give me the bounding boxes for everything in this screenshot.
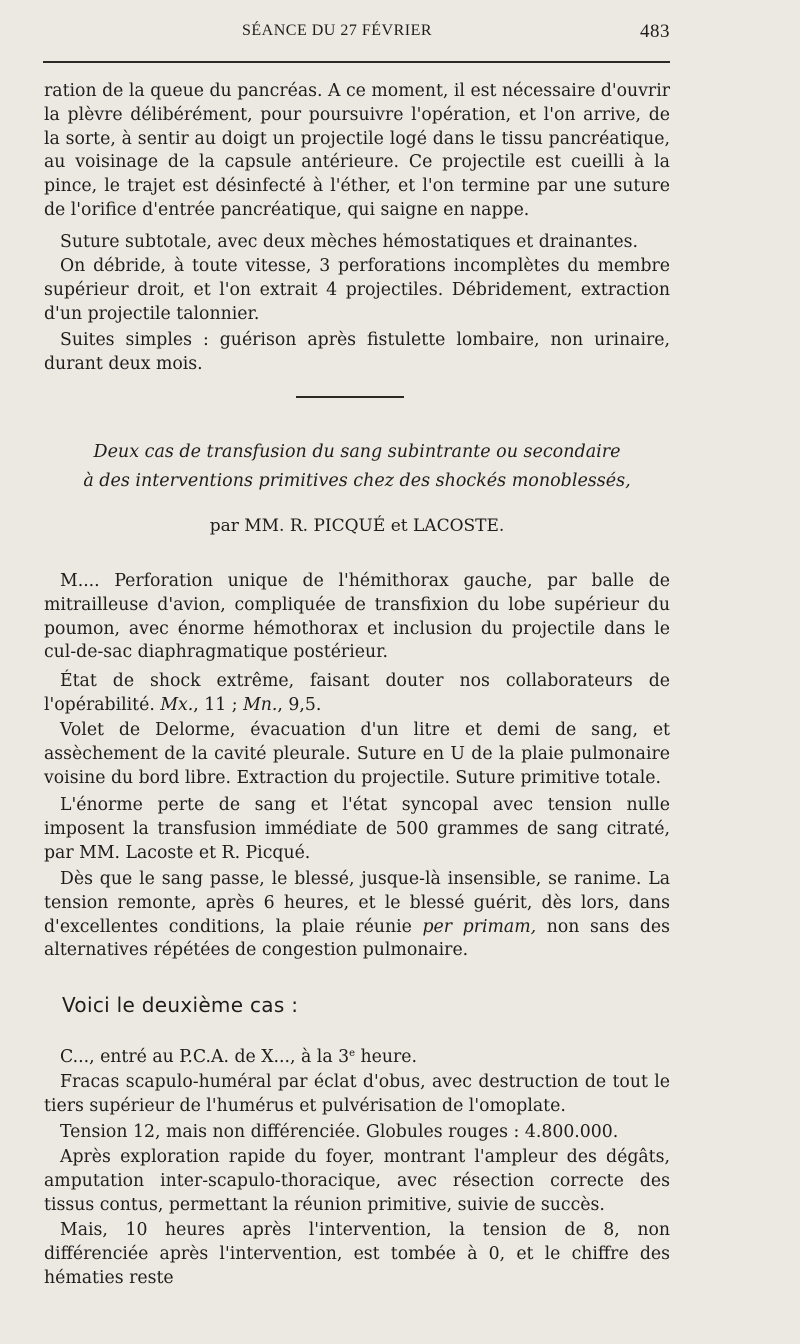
article-title <box>44 438 670 496</box>
case2-p1-before: C..., entré au P.C.A. de X..., à la 3 <box>60 1047 350 1067</box>
case1-paragraph-4: L'énorme perte de sang et l'état syncopal avec tension nulle imposent la transfusion immédiate de 500 grammes de sang citraté, par MM. Lacoste et R. Picqué. <box>44 795 670 863</box>
paragraph-continuation: ration de la queue du pancréas. A ce moment, il est nécessaire d'ouvrir la plèvre délibérément, pour poursuivre l'opération, et l'on arrive, de la sorte, à sentir au doigt un projectile logé dans le tissu pancréatique, au voisinage de la capsule antérieure. Ce projectile est cueilli à la pince, le trajet est désinfecté à l'éther, et l'on termine par une suture de l'orifice d'entrée pancréatique, qui saigne en nappe. <box>44 81 670 220</box>
second-case-heading: Voici le deuxième cas : <box>62 993 299 1017</box>
article-title-line-1: Deux cas de transfusion du sang subintrante ou secondaire <box>93 442 621 462</box>
page-number: 483 <box>640 21 670 42</box>
case1-paragraph-3: Volet de Delorme, évacuation d'un litre et demi de sang, et assèchement de la cavité pleurale. Suture en U de la plaie pulmonaire voisine du bord libre. Extraction du projectile. Suture primitive totale. <box>44 720 670 788</box>
case2-p1-sup: e <box>349 1048 356 1059</box>
case1-paragraph-5 <box>44 868 670 963</box>
article-byline: par MM. R. PICQUÉ et LACOSTE. <box>209 516 505 536</box>
case1-p5-after: non sans des alternatives répétées de congestion pulmonaire. <box>44 916 670 961</box>
case2-paragraph-2: Fracas scapulo-huméral par éclat d'obus, avec destruction de tout le tiers supérieur de l'humérus et pulvérisation de l'omoplate. <box>44 1072 670 1116</box>
case1-paragraph-2 <box>44 670 670 718</box>
paragraph-suture: Suture subtotale, avec deux mèches hémostatiques et drainantes. <box>60 232 638 252</box>
case1-p2-text: État de shock extrême, faisant douter nos collaborateurs de l'opérabilité. <box>44 671 670 715</box>
case1-paragraph-1: M.... Perforation unique de l'hémithorax gauche, par balle de mitrailleuse d'avion, compliquée de transfixion du lobe supérieur du poumon, avec énorme hémothorax et inclusion du projectile dans le cul-de-sac diaphragmatique postérieur. <box>44 571 670 663</box>
case2-p1-after: heure. <box>355 1047 418 1067</box>
case1-p5-italic: per primam, <box>422 916 537 937</box>
case1-mn-value: , 9,5. <box>277 694 322 715</box>
paragraph-debridement: On débride, à toute vitesse, 3 perforations incomplètes du membre supérieur droit, et l'on extrait 4 projectiles. Débridement, extraction d'un projectile talonnier. <box>44 256 670 324</box>
article-title-line-2: à des interventions primitives chez des shockés monoblessés, <box>83 471 631 491</box>
case2-paragraph-5: Mais, 10 heures après l'intervention, la tension de 8, non différenciée après l'intervention, est tombée à 0, et le chiffre des hématies reste <box>44 1220 670 1288</box>
case2-paragraph-3: Tension 12, mais non différenciée. Globules rouges : 4.800.000. <box>60 1122 619 1142</box>
case2-paragraph-4: Après exploration rapide du foyer, montrant l'ampleur des dégâts, amputation inter-scapulo-thoracique, avec résection correcte des tissus contus, permettant la réunion primitive, suivie de succès. <box>44 1147 670 1215</box>
case1-mx-label: Mx. <box>160 694 194 715</box>
running-header <box>40 18 670 48</box>
paragraph-suites: Suites simples : guérison après fistulette lombaire, non urinaire, durant deux mois. <box>44 330 670 374</box>
running-head-title: SÉANCE DU 27 FÉVRIER <box>242 22 433 39</box>
case1-p5-before: Dès que le sang passe, le blessé, jusque-là insensible, se ranime. La tension remonte, après 6 heures, et le blessé guérit, dès lors, dans d'excellentes conditions, la plaie réunie <box>44 869 670 937</box>
case2-paragraph-1 <box>44 1046 670 1070</box>
section-separator <box>296 396 404 398</box>
case1-mn-label: Mn. <box>243 694 278 715</box>
header-rule <box>43 61 670 63</box>
case1-mx-value: , 11 ; <box>193 694 238 715</box>
